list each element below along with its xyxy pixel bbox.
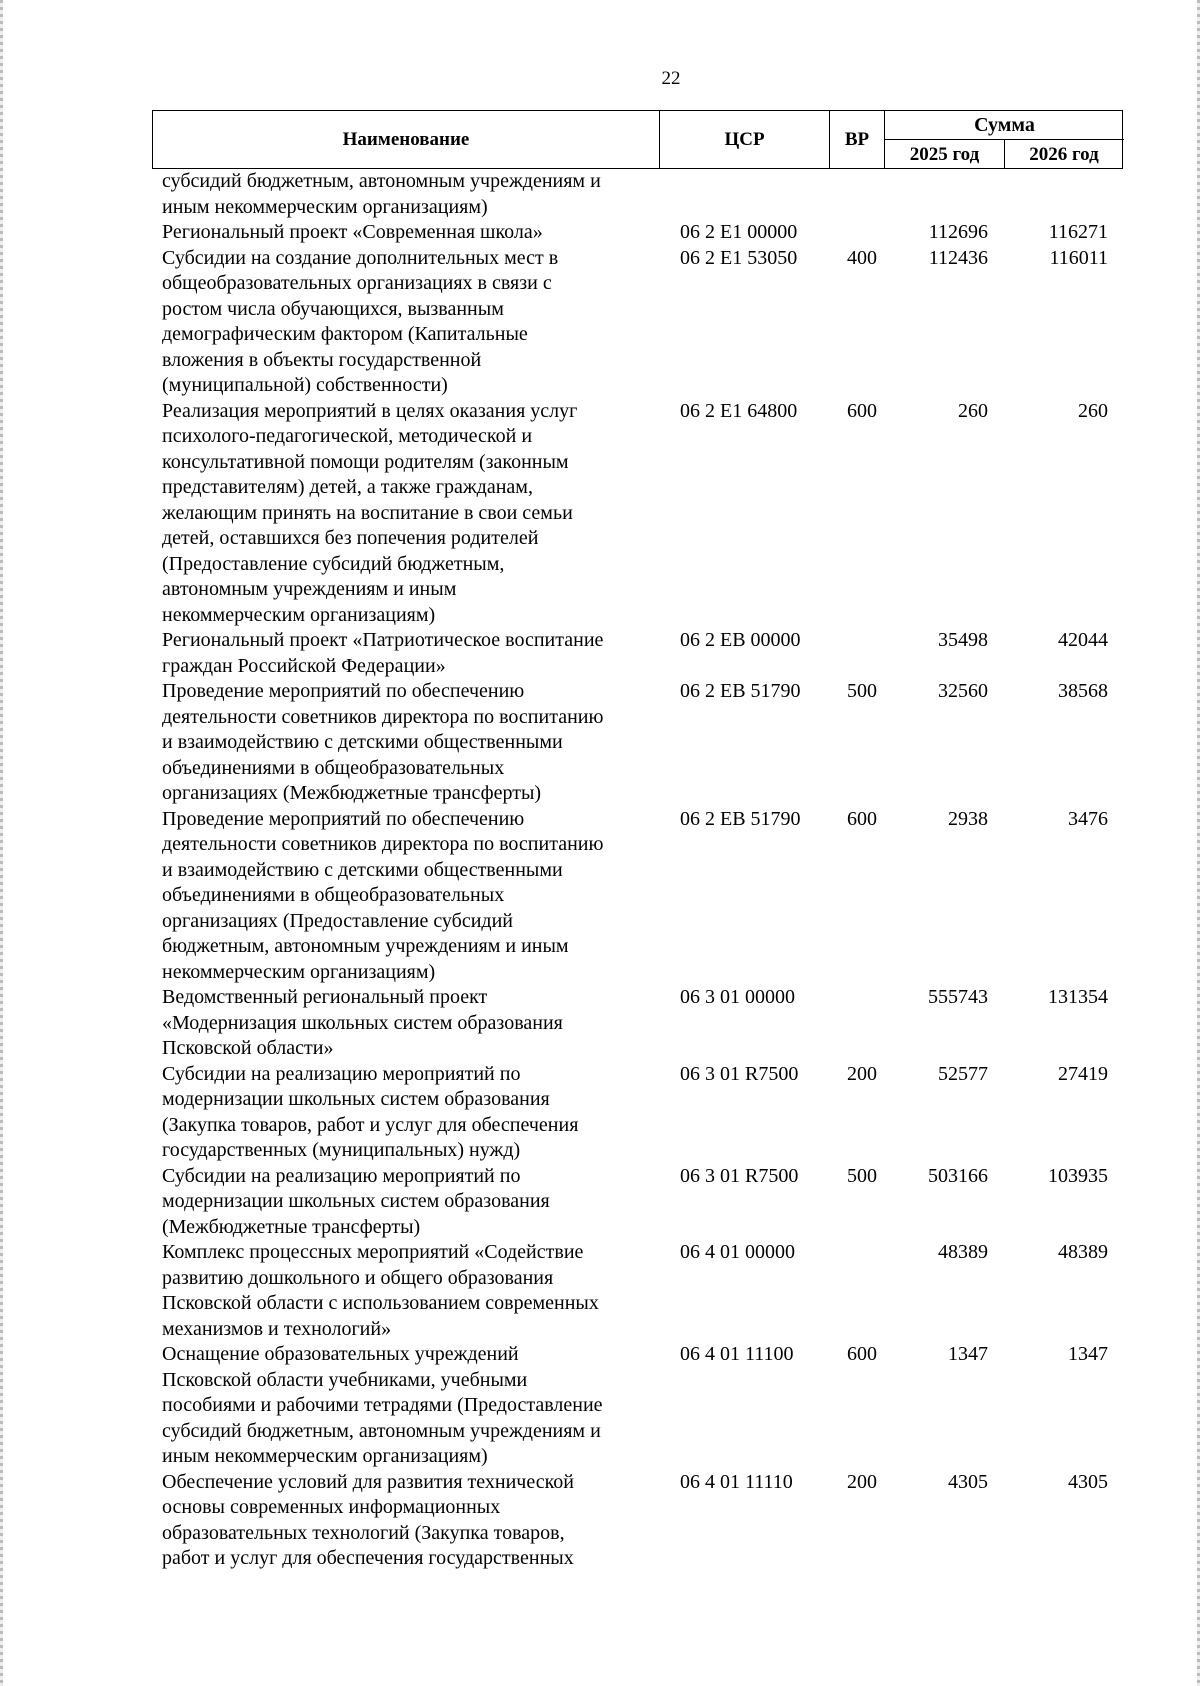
row-name-line: (Предоставление субсидий бюджетным, bbox=[162, 552, 505, 575]
row-csr: 06 4 01 00000 bbox=[680, 1241, 795, 1263]
row-csr: 06 2 E1 00000 bbox=[680, 221, 798, 243]
row-name-line: Ведомственный региональный проект bbox=[162, 986, 488, 1008]
row-name-line: вложения в объекты государственной bbox=[162, 348, 482, 371]
row-csr: 06 4 01 11110 bbox=[680, 1470, 793, 1493]
row-name-line: механизмов и технологий» bbox=[162, 1317, 392, 1340]
row-name-line: демографическим фактором (Капитальные bbox=[162, 323, 528, 345]
row-name-line: (Закупка товаров, работ и услуг для обеспечения bbox=[162, 1113, 579, 1136]
header-csr: ЦСР bbox=[660, 111, 830, 168]
row-vr: 500 bbox=[847, 1164, 877, 1187]
row-name-line: «Модернизация школьных систем образования bbox=[162, 1011, 563, 1034]
row-name-line: работ и услуг для обеспечения государственных bbox=[162, 1547, 574, 1569]
row-csr: 06 2 E1 64800 bbox=[680, 399, 798, 422]
table-row bbox=[162, 1240, 1122, 1342]
row-name-line: деятельности советников директора по воспитанию bbox=[162, 833, 604, 855]
row-name bbox=[162, 628, 656, 679]
header-sum-group bbox=[885, 111, 1124, 168]
row-name-line: Проведение мероприятий по обеспечению bbox=[162, 807, 525, 830]
row-value-2026: 103935 bbox=[1048, 1164, 1108, 1187]
row-value-2026: 38568 bbox=[1058, 680, 1108, 702]
table-row bbox=[162, 169, 1122, 220]
row-name-line: Проведение мероприятий по обеспечению bbox=[162, 680, 525, 702]
table-row bbox=[162, 679, 1122, 807]
row-value-2026: 4305 bbox=[1068, 1470, 1108, 1493]
row-value-2025: 555743 bbox=[928, 986, 988, 1008]
row-name bbox=[162, 985, 656, 1062]
row-csr: 06 3 01 00000 bbox=[680, 986, 795, 1008]
row-name-line: модернизации школьных систем образования bbox=[162, 1190, 550, 1212]
row-name-line: Региональный проект «Патриотическое воспитание bbox=[162, 629, 604, 651]
row-name bbox=[162, 169, 662, 220]
row-name-line: государственных (муниципальных) нужд) bbox=[162, 1139, 521, 1161]
row-vr: 200 bbox=[847, 1062, 877, 1085]
row-name-line: модернизации школьных систем образования bbox=[162, 1088, 550, 1110]
row-name-line: желающим принять на воспитание в свои семьи bbox=[162, 501, 573, 524]
row-value-2025: 32560 bbox=[938, 680, 988, 702]
row-name-line: психолого-педагогической, методической и bbox=[162, 425, 533, 447]
table-row bbox=[162, 220, 1122, 246]
row-name-line: бюджетным, автономным учреждениям и иным bbox=[162, 935, 569, 957]
row-value-2025: 52577 bbox=[938, 1062, 988, 1085]
row-csr: 06 2 EB 00000 bbox=[680, 629, 801, 651]
row-value-2025: 260 bbox=[958, 399, 988, 422]
page-number: 22 bbox=[661, 68, 681, 89]
row-name-line: Псковской области» bbox=[162, 1037, 334, 1059]
row-name-line: Обеспечение условий для развития технической bbox=[162, 1470, 575, 1493]
scan-edge-left bbox=[0, 0, 3, 1686]
row-name-line: (Межбюджетные трансферты) bbox=[162, 1215, 421, 1238]
row-name bbox=[162, 246, 656, 399]
row-value-2025: 112696 bbox=[928, 221, 988, 243]
row-value-2025: 1347 bbox=[948, 1343, 988, 1365]
row-name-line: граждан Российской Федерации» bbox=[162, 654, 446, 677]
row-value-2026: 42044 bbox=[1058, 629, 1108, 651]
row-name bbox=[162, 1470, 656, 1572]
row-value-2025: 2938 bbox=[948, 807, 988, 830]
table-row bbox=[162, 985, 1122, 1062]
row-name bbox=[162, 679, 656, 807]
row-value-2025: 4305 bbox=[948, 1470, 988, 1493]
row-name-line: и взаимодействию с детскими общественными bbox=[162, 858, 563, 881]
row-value-2025: 48389 bbox=[938, 1241, 988, 1263]
row-name-line: представителям) детей, а также гражданам, bbox=[162, 476, 533, 498]
row-name-line: Субсидии на реализацию мероприятий по bbox=[162, 1062, 521, 1085]
row-name-line: Субсидии на создание дополнительных мест в bbox=[162, 246, 559, 269]
row-name-line: детей, оставшихся без попечения родителей bbox=[162, 527, 539, 549]
table-row bbox=[162, 628, 1122, 679]
row-csr: 06 2 E1 53050 bbox=[680, 246, 798, 269]
row-name-line: Оснащение образовательных учреждений bbox=[162, 1343, 519, 1365]
row-name-line: некоммерческим организациям) bbox=[162, 960, 436, 983]
row-vr: 500 bbox=[847, 680, 877, 702]
row-name-line: Реализация мероприятий в целях оказания услуг bbox=[162, 399, 578, 422]
row-csr: 06 4 01 11100 bbox=[680, 1343, 794, 1365]
row-name-line: консультативной помощи родителям (законным bbox=[162, 450, 569, 473]
row-value-2026: 116011 bbox=[1049, 246, 1108, 269]
row-name-line: общеобразовательных организациях в связи с bbox=[162, 272, 552, 294]
row-name bbox=[162, 1062, 656, 1164]
table-row bbox=[162, 807, 1122, 986]
table-row bbox=[162, 246, 1122, 399]
row-value-2026: 3476 bbox=[1068, 807, 1108, 830]
row-name-line: иным некоммерческим организациям) bbox=[162, 1445, 488, 1467]
row-name-line: (муниципальной) собственности) bbox=[162, 374, 448, 396]
row-vr: 400 bbox=[847, 246, 877, 269]
header-name: Наименование bbox=[153, 111, 660, 168]
row-value-2025: 35498 bbox=[938, 629, 988, 651]
row-name-line: организациях (Предоставление субсидий bbox=[162, 909, 514, 932]
row-value-2026: 260 bbox=[1078, 399, 1108, 422]
row-name-line: Псковской области учебниками, учебными bbox=[162, 1368, 528, 1391]
row-name bbox=[162, 807, 656, 986]
row-name-line: образовательных технологий (Закупка товаров, bbox=[162, 1521, 565, 1544]
row-csr: 06 3 01 R7500 bbox=[680, 1062, 799, 1085]
table-row bbox=[162, 399, 1122, 629]
row-value-2026: 1347 bbox=[1068, 1343, 1108, 1365]
row-csr: 06 2 EB 51790 bbox=[680, 680, 801, 702]
row-name-line: ростом числа обучающихся, вызванным bbox=[162, 297, 504, 320]
header-year-2026: 2026 год bbox=[1029, 144, 1099, 165]
row-name-line: организациях (Межбюджетные трансферты) bbox=[162, 782, 542, 804]
row-value-2025: 503166 bbox=[928, 1164, 988, 1187]
row-name-line: субсидий бюджетным, автономным учреждениям и bbox=[162, 170, 601, 192]
row-name-line: субсидий бюджетным, автономным учреждениям и bbox=[162, 1419, 601, 1442]
row-value-2026: 48389 bbox=[1058, 1241, 1108, 1263]
table-row bbox=[162, 1062, 1122, 1164]
table-header bbox=[152, 110, 1123, 169]
row-csr: 06 2 EB 51790 bbox=[680, 807, 801, 830]
row-name-line: развитию дошкольного и общего образования bbox=[162, 1266, 554, 1289]
row-name-line: Комплекс процессных мероприятий «Содействие bbox=[162, 1241, 584, 1263]
row-name-line: иным некоммерческим организациям) bbox=[162, 195, 488, 218]
row-name bbox=[162, 1164, 656, 1241]
table-row bbox=[162, 1164, 1122, 1241]
row-vr: 600 bbox=[847, 1343, 877, 1365]
row-value-2026: 27419 bbox=[1058, 1062, 1108, 1085]
header-vr: ВР bbox=[830, 111, 885, 168]
row-vr: 600 bbox=[847, 399, 877, 422]
row-name bbox=[162, 1240, 656, 1342]
row-name bbox=[162, 1342, 656, 1470]
row-csr: 06 3 01 R7500 bbox=[680, 1164, 799, 1187]
row-name-line: Региональный проект «Современная школа» bbox=[162, 221, 543, 243]
row-vr: 600 bbox=[847, 807, 877, 830]
header-year-2025: 2025 год bbox=[885, 140, 1005, 169]
row-value-2026: 131354 bbox=[1048, 986, 1108, 1008]
row-name bbox=[162, 399, 656, 629]
row-name-line: объединениями в общеобразовательных bbox=[162, 884, 505, 906]
row-name-line: некоммерческим организациям) bbox=[162, 603, 436, 626]
row-name-line: деятельности советников директора по воспитанию bbox=[162, 705, 604, 728]
row-name-line: Субсидии на реализацию мероприятий по bbox=[162, 1164, 521, 1187]
row-name-line: основы современных информационных bbox=[162, 1496, 501, 1518]
row-name-line: Псковской области с использованием современных bbox=[162, 1292, 599, 1314]
row-name-line: пособиями и рабочими тетрадями (Предоставление bbox=[162, 1394, 603, 1416]
table-body bbox=[162, 169, 1122, 1572]
row-name-line: автономным учреждениям и иным bbox=[162, 578, 457, 600]
row-value-2026: 116271 bbox=[1048, 221, 1108, 243]
row-name-line: и взаимодействию с детскими общественными bbox=[162, 731, 563, 753]
row-name-line: объединениями в общеобразовательных bbox=[162, 756, 505, 779]
header-sum: Сумма bbox=[885, 111, 1124, 140]
row-value-2025: 112436 bbox=[928, 246, 988, 269]
header-years bbox=[885, 140, 1124, 169]
table-row bbox=[162, 1342, 1122, 1470]
row-vr: 200 bbox=[847, 1470, 877, 1493]
table-row bbox=[162, 1470, 1122, 1572]
row-name bbox=[162, 220, 656, 246]
